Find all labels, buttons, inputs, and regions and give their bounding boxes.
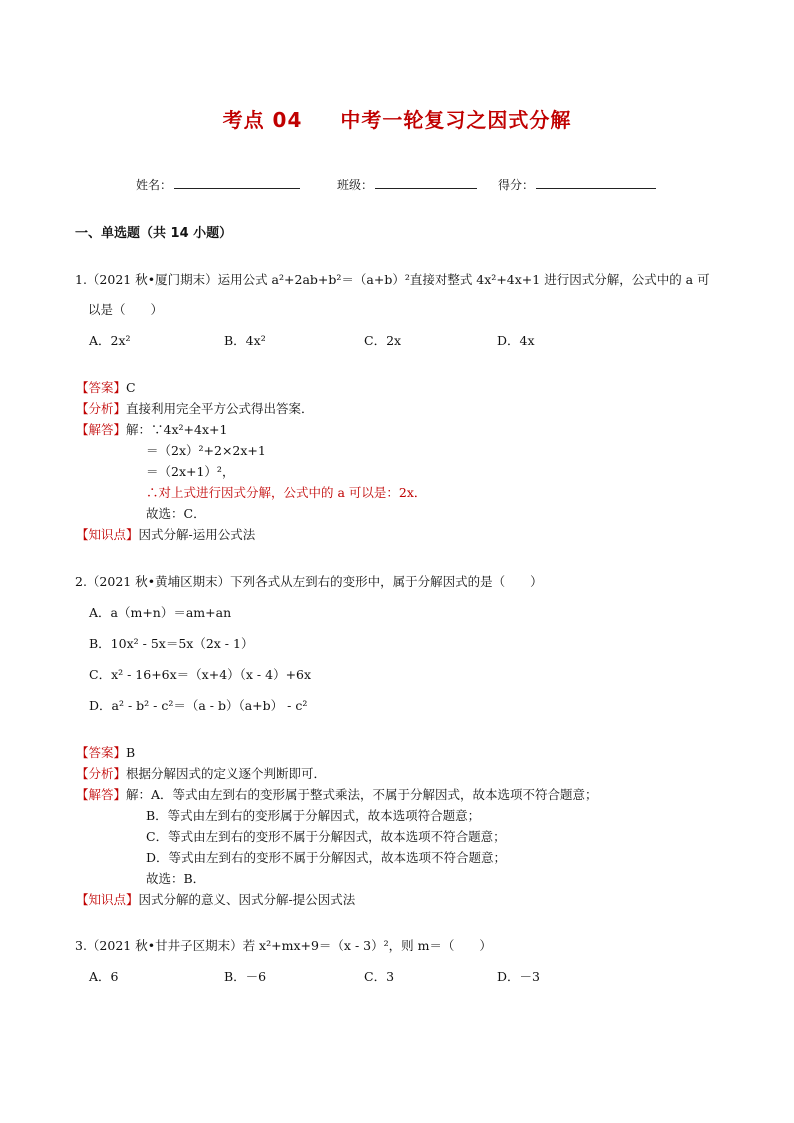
solution-line: ＝（2x+1）²， (146, 464, 235, 479)
page-title (0, 104, 794, 133)
score-label: 得分： (498, 178, 535, 192)
class-blank[interactable] (375, 176, 477, 189)
question-3-stem: 3.（2021 秋•甘井子区期末）若 x²+mx+9＝（x - 3）²，则 m＝（ ） (75, 938, 492, 953)
solution-line: 解：∵4x²+4x+1 (126, 422, 228, 437)
solution-line: D．等式由左到右的变形不属于分解因式，故本选项不符合题意； (146, 850, 507, 865)
solution-line: 故选：C． (146, 506, 206, 521)
q2-option-d: D．a² - b² - c²＝（a - b）（a+b） - c² (89, 698, 308, 713)
q2-answer (76, 743, 135, 761)
q1-option-b: B．4x² (224, 333, 266, 348)
solution-line: 故选：B． (146, 871, 206, 886)
solution-line: C．等式由左到右的变形不属于分解因式，故本选项不符合题意； (146, 829, 506, 844)
name-blank[interactable] (174, 176, 300, 189)
analysis-label: 【分析】 (76, 401, 127, 416)
solution-label: 【解答】 (76, 787, 127, 802)
analysis-text: 根据分解因式的定义逐个判断即可． (126, 766, 327, 781)
q1-solution (76, 420, 227, 438)
section-heading: 一、单选题（共 14 小题） (75, 226, 233, 241)
question-2-stem: 2.（2021 秋•黄埔区期末）下列各式从左到右的变形中，属于分解因式的是（ ） (75, 574, 543, 589)
q3-option-c: C．3 (364, 969, 395, 984)
answer-label: 【答案】 (76, 380, 127, 395)
knowledge-text: 因式分解的意义、因式分解-提公因式法 (138, 892, 356, 907)
question-1-stem: 1.（2021 秋•厦门期末）运用公式 a²+2ab+b²＝（a+b）²直接对整式 4x²+4x+1 进行因式分解，公式中的 a 可 (75, 272, 710, 287)
knowledge-text: 因式分解-运用公式法 (138, 527, 256, 542)
knowledge-label: 【知识点】 (76, 892, 139, 907)
q2-solution (76, 785, 598, 803)
q3-option-b: B．－6 (224, 969, 267, 984)
q1-knowledge (76, 525, 255, 543)
title-part2: 中考一轮复习之因式分解 (340, 108, 572, 132)
class-field[interactable] (337, 176, 477, 193)
answer-value: C (126, 380, 136, 395)
score-blank[interactable] (536, 176, 656, 189)
q3-option-a: A．6 (89, 969, 119, 984)
solution-line: ∴对上式进行因式分解，公式中的 a 可以是：2x． (146, 485, 427, 500)
solution-label: 【解答】 (76, 422, 127, 437)
solution-line: ＝（2x）²+2×2x+1 (146, 443, 266, 458)
answer-label: 【答案】 (76, 745, 127, 760)
q2-option-b: B．10x² - 5x＝5x（2x - 1） (89, 636, 254, 651)
q1-analysis (76, 399, 314, 417)
q1-answer (76, 378, 136, 396)
name-label: 姓名： (136, 178, 173, 192)
title-part1: 考点 04 (222, 108, 303, 132)
analysis-label: 【分析】 (76, 766, 127, 781)
q2-analysis (76, 764, 326, 782)
q2-knowledge (76, 890, 355, 908)
solution-line: 解：A．等式由左到右的变形属于整式乘法，不属于分解因式，故本选项不符合题意； (126, 787, 598, 802)
answer-value: B (126, 745, 136, 760)
score-field[interactable] (498, 176, 656, 193)
solution-line: B．等式由左到右的变形属于分解因式，故本选项符合题意； (146, 808, 481, 823)
analysis-text: 直接利用完全平方公式得出答案． (126, 401, 314, 416)
knowledge-label: 【知识点】 (76, 527, 139, 542)
q1-option-c: C．2x (364, 333, 402, 348)
name-field[interactable] (136, 176, 300, 193)
q2-option-c: C．x² - 16+6x＝（x+4）（x - 4）+6x (89, 667, 312, 682)
q2-option-a: A．a（m+n）＝am+an (89, 605, 232, 620)
q3-option-d: D．－3 (497, 969, 540, 984)
q1-option-a: A．2x² (89, 333, 131, 348)
q1-option-d: D．4x (497, 333, 535, 348)
question-1-stem-cont: 以是（ ） (88, 302, 164, 317)
class-label: 班级： (337, 178, 374, 192)
